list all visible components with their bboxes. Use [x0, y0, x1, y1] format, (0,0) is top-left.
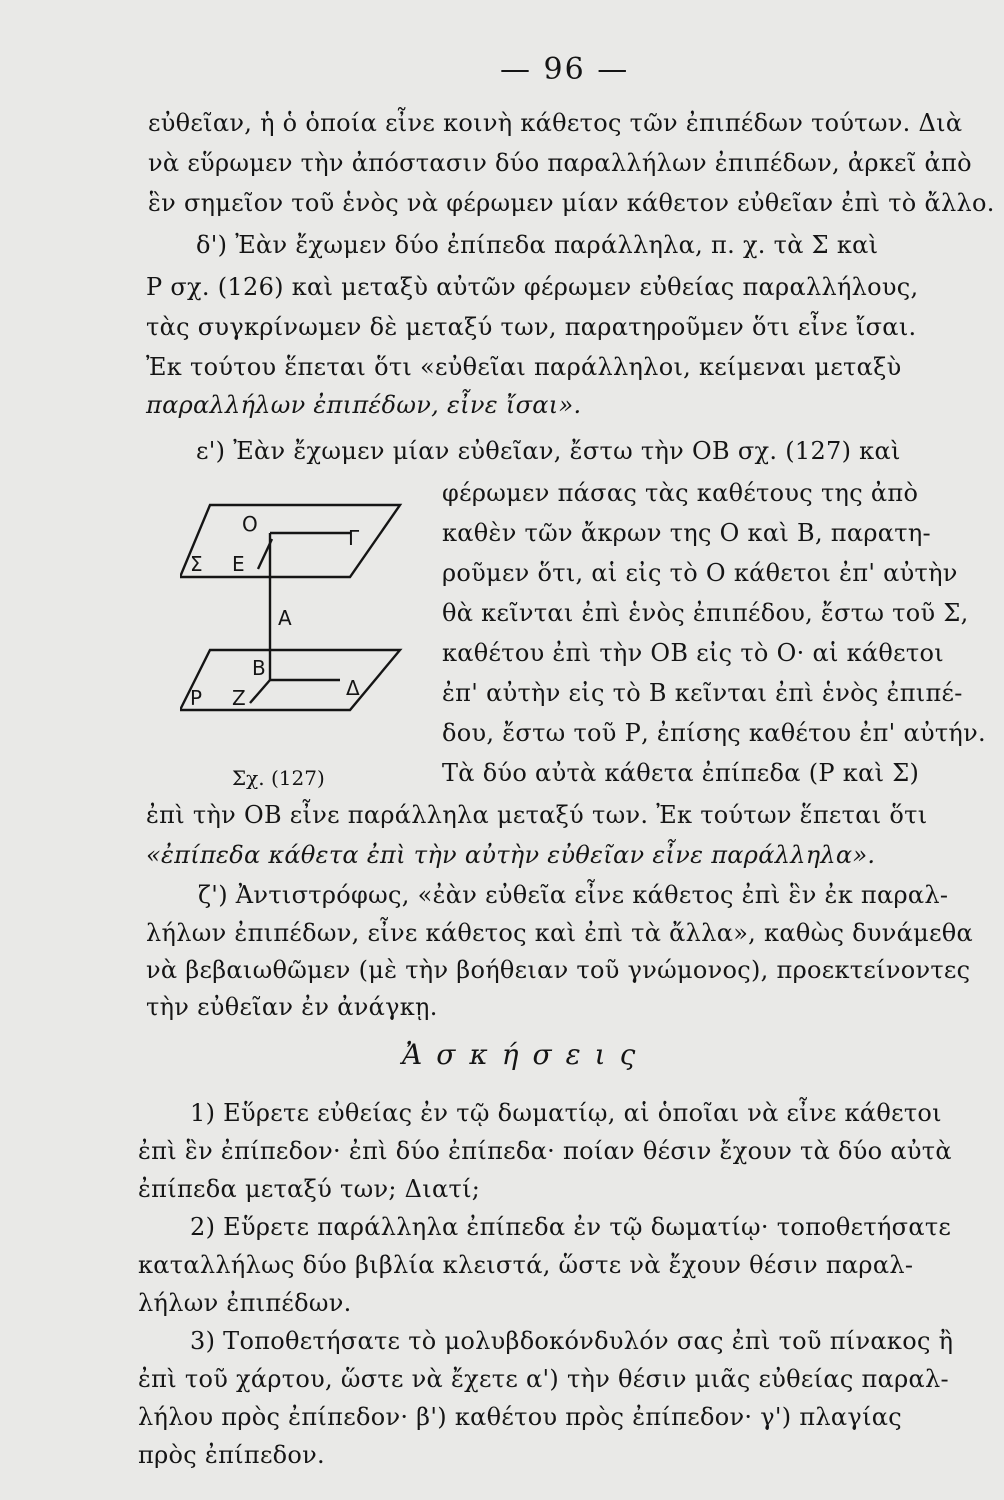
page-number: — 96 — [500, 52, 630, 87]
line-b-zeta [250, 680, 270, 703]
text-line: νὰ βεβαιωθῶμεν (μὲ τὴν βοήθειαν τοῦ γνώμονος), προεκτείνοντες [146, 956, 971, 984]
text-line: νὰ εὕρωμεν τὴν ἀπόστασιν δύο παραλλήλων ἐπιπέδων, ἀρκεῖ ἀπὸ [148, 149, 972, 177]
text-line: παραλλήλων ἐπιπέδων, εἶνε ἴσαι». [146, 391, 582, 419]
label-a: Α [278, 606, 292, 630]
label-o: Ο [242, 512, 258, 536]
text-line: δ') Ἐὰν ἔχωμεν δύο ἐπίπεδα παράλληλα, π. χ. τὰ Σ καὶ [196, 231, 879, 259]
text-line: φέρωμεν πάσας τὰς καθέτους της ἀπὸ [442, 479, 919, 507]
label-zeta: Ζ [232, 686, 246, 710]
text-line: δου, ἔστω τοῦ Ρ, ἐπίσης καθέτου ἐπ' αὐτήν. [442, 719, 986, 747]
text-line: ἐπ' αὐτὴν εἰς τὸ Β κεῖνται ἐπὶ ἑνὸς ἐπιπέ- [442, 679, 963, 707]
exercises-heading: Ἀσκήσεις [402, 1038, 650, 1071]
text-line: τὰς συγκρίνωμεν δὲ μεταξύ των, παρατηροῦμεν ὅτι εἶνε ἴσαι. [146, 313, 917, 341]
label-delta: Δ [346, 676, 360, 700]
text-line: λήλων ἐπιπέδων, εἶνε κάθετος καὶ ἐπὶ τὰ ἄλλα», καθὼς δυνάμεθα [146, 919, 974, 947]
exercise-line: πρὸς ἐπίπεδον. [138, 1441, 325, 1469]
exercise-line: ἐπίπεδα μεταξύ των; Διατί; [138, 1175, 481, 1203]
text-line: θὰ κεῖνται ἐπὶ ἑνὸς ἐπιπέδου, ἔστω τοῦ Σ, [442, 599, 969, 627]
text-line: Ρ σχ. (126) καὶ μεταξὺ αὐτῶν φέρωμεν εὐθείας παραλλήλους, [146, 273, 919, 301]
text-line: Ἐκ τούτου ἕπεται ὅτι «εὐθεῖαι παράλληλοι, κείμεναι μεταξὺ [146, 353, 902, 381]
figure-127 [180, 485, 420, 730]
exercise-line: ἐπὶ τοῦ χάρτου, ὥστε νὰ ἔχετε α') τὴν θέσιν μιᾶς εὐθείας παραλ- [138, 1365, 949, 1393]
exercise-line: 3) Τοποθετήσατε τὸ μολυβδοκόνδυλόν σας ἐπὶ τοῦ πίνακος ἢ [190, 1327, 954, 1355]
plane-sigma [180, 505, 400, 577]
label-e: Ε [232, 552, 245, 576]
text-line: εὐθεῖαν, ἡ ὁ ὁποία εἶνε κοινὴ κάθετος τῶν ἐπιπέδων τούτων. Διὰ [148, 109, 963, 137]
text-line: καθέτου ἐπὶ τὴν ΟΒ εἰς τὸ Ο· αἱ κάθετοι [442, 639, 944, 667]
text-line: καθὲν τῶν ἄκρων της Ο καὶ Β, παρατη- [442, 519, 931, 547]
exercise-line: καταλλήλως δύο βιβλία κλειστά, ὥστε νὰ ἔχουν θέσιν παραλ- [138, 1251, 914, 1279]
text-line: «ἐπίπεδα κάθετα ἐπὶ τὴν αὐτὴν εὐθεῖαν εἶνε παράλληλα». [146, 841, 876, 869]
exercise-line: ἐπὶ ἓν ἐπίπεδον· ἐπὶ δύο ἐπίπεδα· ποίαν θέσιν ἔχουν τὰ δύο αὐτὰ [138, 1137, 952, 1165]
figure-127-drawing [180, 485, 420, 730]
text-line: ε') Ἐὰν ἔχωμεν μίαν εὐθεῖαν, ἔστω τὴν ΟΒ σχ. (127) καὶ [196, 437, 901, 465]
text-line: τὴν εὐθεῖαν ἐν ἀνάγκῃ. [146, 993, 438, 1021]
exercise-line: 2) Εὕρετε παράλληλα ἐπίπεδα ἐν τῷ δωματίῳ· τοποθετήσατε [190, 1213, 952, 1241]
exercise-line: λήλων ἐπιπέδων. [138, 1289, 352, 1317]
exercise-line: 1) Εὕρετε εὐθείας ἐν τῷ δωματίῳ, αἱ ὁποῖαι νὰ εἶνε κάθετοι [190, 1099, 942, 1127]
exercise-line: λήλου πρὸς ἐπίπεδον· β') καθέτου πρὸς ἐπίπεδον· γ') πλαγίας [138, 1403, 903, 1431]
label-gamma: Γ [348, 526, 360, 550]
text-line: Τὰ δύο αὐτὰ κάθετα ἐπίπεδα (Ρ καὶ Σ) [442, 759, 920, 787]
text-line: ροῦμεν ὅτι, αἱ εἰς τὸ Ο κάθετοι ἐπ' αὐτὴν [442, 559, 958, 587]
text-line: ἐπὶ τὴν ΟΒ εἶνε παράλληλα μεταξύ των. Ἐκ τούτων ἕπεται ὅτι [146, 801, 928, 829]
figure-caption: Σχ. (127) [232, 766, 325, 790]
label-rho: Ρ [190, 686, 203, 710]
text-line: ζ') Ἀντιστρόφως, «ἐὰν εὐθεῖα εἶνε κάθετος ἐπὶ ἓν ἐκ παραλ- [198, 881, 949, 909]
label-b: Β [252, 656, 266, 680]
label-sigma: Σ [190, 552, 203, 576]
text-line: ἓν σημεῖον τοῦ ἑνὸς νὰ φέρωμεν μίαν κάθετον εὐθεῖαν ἐπὶ τὸ ἄλλο. [148, 189, 995, 217]
